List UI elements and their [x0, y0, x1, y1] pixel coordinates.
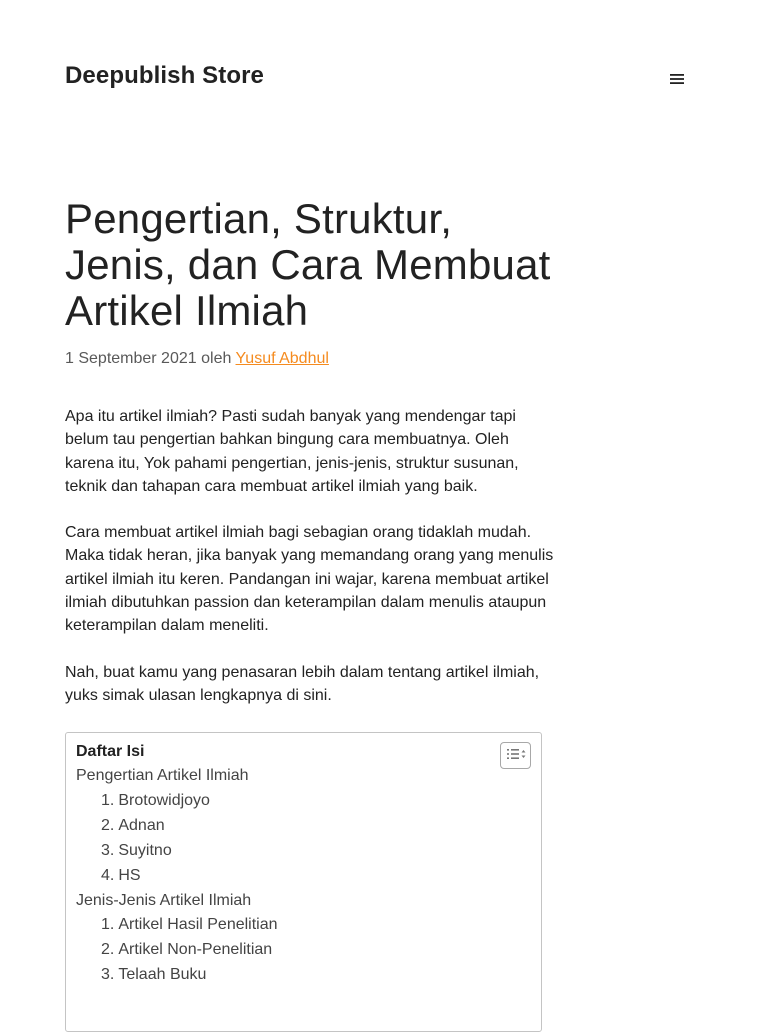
- article-title: Pengertian, Struktur, Jenis, dan Cara Membuat Artikel Ilmiah: [65, 195, 551, 334]
- toc-item-number: 2.: [101, 941, 115, 959]
- toc-link[interactable]: HS: [118, 866, 141, 884]
- toc-subitem: [101, 789, 531, 814]
- toc-link[interactable]: Suyitno: [118, 841, 172, 859]
- toc-item-number: 3.: [101, 966, 115, 984]
- toc-item-number: 1.: [101, 916, 115, 934]
- toc-sublist: [76, 789, 531, 889]
- toc-link[interactable]: Pengertian Artikel Ilmiah: [76, 767, 249, 784]
- toc-item-number: 4.: [101, 866, 115, 884]
- toc-item-number: 1.: [101, 791, 115, 809]
- table-of-contents: [65, 732, 542, 1032]
- article-author-link[interactable]: Yusuf Abdhul: [235, 350, 329, 367]
- article-meta: [65, 347, 555, 371]
- toc-link[interactable]: Telaah Buku: [118, 966, 207, 984]
- article-by-label: oleh: [201, 350, 232, 367]
- article-paragraph: Apa itu artikel ilmiah? Pasti sudah banyak yang mendengar tapi belum tau pengertian bahkan bingung cara membuatnya. Oleh karena itu, Yok pahami pengertian, jenis-jenis, struktur susunan, teknik dan tahapan cara membuat artikel ilmiah yang baik.: [65, 408, 519, 495]
- toc-item-number: 3.: [101, 841, 115, 859]
- toc-link[interactable]: Artikel Non-Penelitian: [118, 941, 273, 959]
- article-paragraph: Nah, buat kamu yang penasaran lebih dalam tentang artikel ilmiah, yuks simak ulasan lengkapnya di sini.: [65, 663, 540, 704]
- hamburger-menu-icon: [669, 72, 685, 86]
- toc-item-number: 2.: [101, 816, 115, 834]
- toc-subitem: [101, 864, 531, 889]
- article-paragraph: Cara membuat artikel ilmiah bagi sebagian orang tidaklah mudah. Maka tidak heran, jika banyak yang memandang orang yang menulis artikel ilmiah itu keren. Pandangan ini wajar, karena membuat artikel ilmiah dibutuhkan passion dan keterampilan dalam menulis ataupun keterampilan dalam meneliti.: [65, 524, 554, 635]
- toc-subitem: [101, 963, 531, 988]
- toc-section: [76, 764, 531, 889]
- toc-subitem: [101, 938, 531, 963]
- toc-subitem: [101, 839, 531, 864]
- toc-subitem: [101, 913, 531, 938]
- toc-link[interactable]: Adnan: [118, 816, 165, 834]
- toc-title: Daftar Isi: [76, 743, 145, 760]
- toc-list: [76, 764, 531, 988]
- toc-link[interactable]: Jenis-Jenis Artikel Ilmiah: [76, 891, 252, 909]
- article-date: 1 September 2021: [65, 350, 197, 367]
- toc-sublist: [76, 913, 531, 988]
- article: [65, 196, 555, 730]
- article-content: [65, 405, 555, 707]
- toc-toggle-button[interactable]: [500, 742, 531, 769]
- site-title-link[interactable]: Deepublish Store: [65, 62, 264, 89]
- toc-link[interactable]: Brotowidjoyo: [118, 791, 210, 809]
- menu-button[interactable]: [664, 66, 690, 92]
- site-header: [0, 0, 768, 160]
- toc-section: [76, 889, 531, 989]
- toc-link[interactable]: Artikel Hasil Penelitian: [118, 916, 278, 934]
- toc-subitem: [101, 814, 531, 839]
- list-toggle-icon: [506, 747, 526, 765]
